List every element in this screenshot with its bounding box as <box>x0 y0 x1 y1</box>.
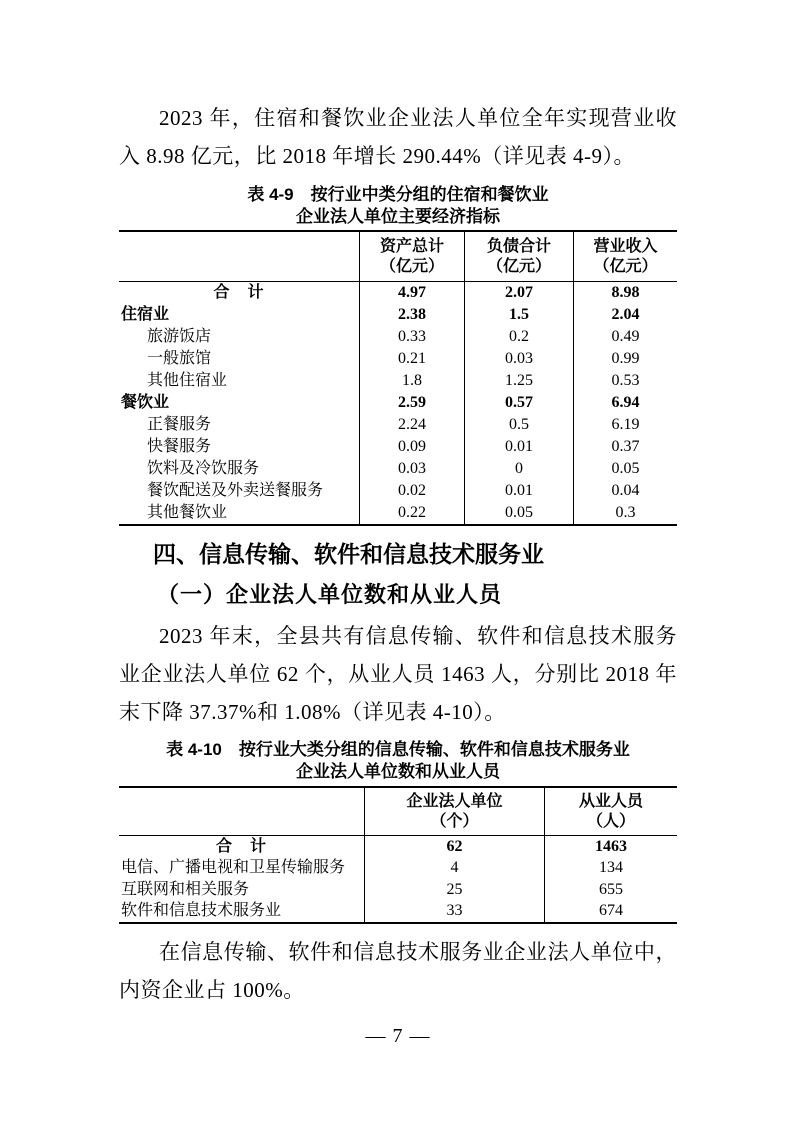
row-value-cell: 0.37 <box>573 436 677 458</box>
row-value-cell: 0.01 <box>464 480 573 502</box>
table-row <box>119 502 677 524</box>
row-value-cell: 674 <box>544 901 677 923</box>
row-value-cell: 62 <box>364 836 544 858</box>
row-label-cell: 餐饮业 <box>121 394 170 411</box>
table-row <box>119 326 677 348</box>
row-value-cell: 33 <box>364 901 544 923</box>
row-value-cell: 6.19 <box>573 414 677 436</box>
table-4-9-title-line2: 企业法人单位主要经济指标 <box>296 207 500 226</box>
row-value-cell: 0.05 <box>464 502 573 524</box>
row-value-cell: 2.59 <box>359 392 464 414</box>
table-header-cell: 从业人员 （人） <box>544 788 677 835</box>
row-label-cell: 正餐服务 <box>147 416 212 433</box>
table-4-9-title-line1: 表 4-9 按行业中类分组的住宿和餐饮业 <box>247 185 549 204</box>
row-value-cell: 655 <box>544 879 677 901</box>
table-row <box>119 458 677 480</box>
table-row <box>119 836 677 858</box>
table-header-cell: 营业收入 （亿元） <box>573 232 677 281</box>
row-label-cell: 餐饮配送及外卖送餐服务 <box>147 482 324 499</box>
row-value-cell: 0.04 <box>573 480 677 502</box>
row-label-cell: 住宿业 <box>121 306 170 323</box>
row-value-cell: 0.49 <box>573 326 677 348</box>
row-label-cell: 其他住宿业 <box>147 372 228 389</box>
table-header-cell: 资产总计 （亿元） <box>359 232 464 281</box>
row-value-cell: 0.02 <box>359 480 464 502</box>
row-value-cell: 0.2 <box>464 326 573 348</box>
row-value-cell: 6.94 <box>573 392 677 414</box>
table-row <box>119 304 677 326</box>
row-value-cell: 0 <box>464 458 573 480</box>
table-row <box>119 480 677 502</box>
paragraph-hotel-catering-revenue: 2023 年，住宿和餐饮业企业法人单位全年实现营业收入 8.98 亿元，比 2018 年增长 290.44%（详见表 4-9）。 <box>119 106 677 168</box>
row-value-cell: 4.97 <box>359 282 464 304</box>
table-row <box>119 392 677 414</box>
row-label-cell: 饮料及冷饮服务 <box>147 460 260 477</box>
paragraph-domestic-capital-share: 在信息传输、软件和信息技术服务业企业法人单位中，内资企业占 100%。 <box>119 940 677 1002</box>
row-value-cell: 1463 <box>544 836 677 858</box>
row-value-cell: 1.5 <box>464 304 573 326</box>
table-header-row <box>119 232 677 282</box>
table-4-10-title-line2: 企业法人单位数和从业人员 <box>296 762 500 781</box>
row-value-cell: 0.21 <box>359 348 464 370</box>
table-row <box>119 282 677 304</box>
table-row <box>119 879 677 901</box>
table-header-stub-cell <box>119 232 359 281</box>
table-row <box>119 858 677 880</box>
row-value-cell: 0.3 <box>573 502 677 524</box>
row-label-cell: 旅游饭店 <box>147 328 212 345</box>
paragraph-ict-overview: 2023 年末，全县共有信息传输、软件和信息技术服务业企业法人单位 62 个，从业人员 1463 人，分别比 2018 年末下降 37.37%和 1.08%（详见表 4-10）。 <box>119 624 677 724</box>
row-label-cell: 快餐服务 <box>147 438 212 455</box>
table-row <box>119 414 677 436</box>
table-header-cell: 负债合计 （亿元） <box>464 232 573 281</box>
row-value-cell: 0.33 <box>359 326 464 348</box>
row-value-cell: 0.01 <box>464 436 573 458</box>
section-heading-information-industry: 四、信息传输、软件和信息技术服务业 <box>153 541 544 567</box>
row-value-cell: 0.03 <box>464 348 573 370</box>
row-value-cell: 4 <box>364 858 544 880</box>
table-header-stub-cell <box>119 788 364 835</box>
row-value-cell: 2.04 <box>573 304 677 326</box>
table-4-10-title <box>119 739 677 783</box>
row-value-cell: 2.38 <box>359 304 464 326</box>
row-value-cell: 134 <box>544 858 677 880</box>
table-row <box>119 901 677 923</box>
row-value-cell: 1.8 <box>359 370 464 392</box>
table-4-9-title <box>119 184 677 228</box>
row-value-cell: 2.07 <box>464 282 573 304</box>
table-row <box>119 436 677 458</box>
row-value-cell: 0.99 <box>573 348 677 370</box>
table-header-cell: 企业法人单位 （个） <box>364 788 544 835</box>
row-label-cell: 合 计 <box>215 837 267 855</box>
row-value-cell: 8.98 <box>573 282 677 304</box>
row-value-cell: 25 <box>364 879 544 901</box>
row-value-cell: 2.24 <box>359 414 464 436</box>
row-value-cell: 1.25 <box>464 370 573 392</box>
table-row <box>119 348 677 370</box>
row-value-cell: 0.22 <box>359 502 464 524</box>
table-4-10-title-line1: 表 4-10 按行业大类分组的信息传输、软件和信息技术服务业 <box>166 740 630 759</box>
table-4-9-hotel-catering-indicators <box>119 230 677 526</box>
subsection-heading-legal-units-employees: （一）企业法人单位数和从业人员 <box>157 582 503 607</box>
row-value-cell: 0.09 <box>359 436 464 458</box>
row-label-cell: 软件和信息技术服务业 <box>121 902 282 920</box>
table-header-row <box>119 788 677 836</box>
row-label-cell: 其他餐饮业 <box>147 504 228 521</box>
row-value-cell: 0.57 <box>464 392 573 414</box>
table-row <box>119 370 677 392</box>
row-value-cell: 0.53 <box>573 370 677 392</box>
row-label-cell: 电信、广播电视和卫星传输服务 <box>121 859 346 877</box>
row-value-cell: 0.5 <box>464 414 573 436</box>
table-4-10-ict-units-employees <box>119 786 677 924</box>
row-label-cell: 互联网和相关服务 <box>121 880 250 898</box>
row-value-cell: 0.05 <box>573 458 677 480</box>
page-number: — 7 — <box>365 1025 431 1047</box>
row-label-cell: 一般旅馆 <box>147 350 212 367</box>
row-value-cell: 0.03 <box>359 458 464 480</box>
row-label-cell: 合 计 <box>213 284 265 301</box>
